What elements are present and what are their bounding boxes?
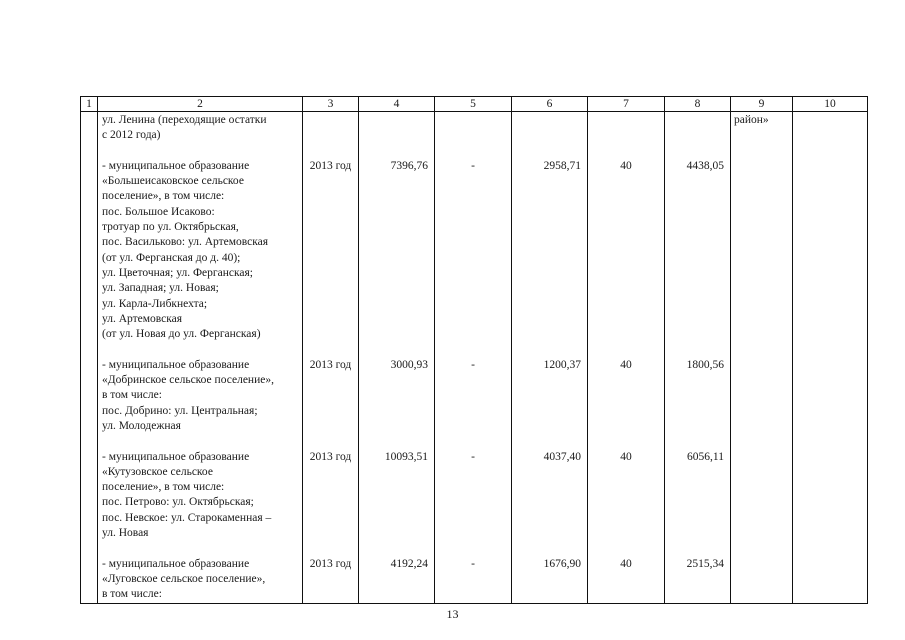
entry-line: «Кутузовское сельское <box>102 465 213 478</box>
entry-line: - муниципальное образование <box>102 159 250 172</box>
entry-line: пос. Невское: ул. Старокаменная – <box>102 511 272 524</box>
spacer <box>668 511 724 526</box>
col-7-cell <box>588 112 665 604</box>
col-5-value: - <box>471 450 475 463</box>
spacer <box>362 480 428 495</box>
entry-line: «Добринское сельское поселение», <box>102 374 274 387</box>
spacer <box>362 434 428 449</box>
spacer <box>438 511 508 526</box>
spacer <box>362 281 428 296</box>
spacer <box>668 220 724 235</box>
spacer <box>438 587 508 602</box>
spacer <box>591 189 661 204</box>
spacer <box>515 189 581 204</box>
spacer <box>306 113 355 128</box>
spacer <box>306 220 355 235</box>
entry-line: - муниципальное образование <box>102 557 250 570</box>
col-7-value: 40 <box>620 358 632 371</box>
total-value: 10093,51 <box>384 450 428 463</box>
year-value: 2013 год <box>309 358 352 371</box>
spacer <box>306 480 355 495</box>
spacer <box>515 480 581 495</box>
spacer <box>515 312 581 327</box>
header-cell: 9 <box>731 97 793 112</box>
spacer <box>306 281 355 296</box>
spacer <box>438 251 508 266</box>
spacer <box>438 327 508 342</box>
entry-line: в том числе: <box>102 389 162 402</box>
col-8-value: 4438,05 <box>686 159 724 172</box>
spacer <box>591 572 661 587</box>
header-cell: 6 <box>512 97 588 112</box>
spacer <box>438 113 508 128</box>
spacer <box>591 373 661 388</box>
header-cell: 3 <box>303 97 359 112</box>
spacer <box>306 128 355 143</box>
spacer <box>362 144 428 159</box>
spacer <box>438 480 508 495</box>
spacer <box>306 327 355 342</box>
spacer <box>591 327 661 342</box>
spacer <box>515 113 581 128</box>
spacer <box>362 220 428 235</box>
spacer <box>362 251 428 266</box>
spacer <box>668 128 724 143</box>
spacer <box>306 388 355 403</box>
spacer <box>591 495 661 510</box>
spacer <box>438 541 508 556</box>
col-8-value: 6056,11 <box>687 450 724 463</box>
spacer <box>515 144 581 159</box>
total-cell <box>359 112 435 604</box>
spacer <box>306 495 355 510</box>
spacer <box>591 266 661 281</box>
spacer <box>515 205 581 220</box>
spacer <box>362 113 428 128</box>
spacer <box>591 465 661 480</box>
spacer <box>362 128 428 143</box>
entry-line: ул. Новая <box>102 527 149 540</box>
spacer <box>306 541 355 556</box>
spacer <box>438 205 508 220</box>
spacer <box>306 526 355 541</box>
spacer <box>515 128 581 143</box>
spacer <box>591 128 661 143</box>
spacer <box>306 511 355 526</box>
spacer <box>362 373 428 388</box>
spacer <box>438 312 508 327</box>
spacer <box>515 373 581 388</box>
spacer <box>438 235 508 250</box>
spacer <box>668 297 724 312</box>
spacer <box>591 511 661 526</box>
year-value: 2013 год <box>309 450 352 463</box>
entry-line: «Луговское сельское поселение», <box>102 572 266 585</box>
entry-line: поселение», в том числе: <box>102 190 225 203</box>
spacer <box>668 235 724 250</box>
page-number: 13 <box>446 607 459 621</box>
spacer <box>306 174 355 189</box>
spacer <box>102 541 299 556</box>
spacer <box>438 189 508 204</box>
spacer <box>591 174 661 189</box>
spacer <box>362 266 428 281</box>
header-row <box>81 97 868 112</box>
spacer <box>438 388 508 403</box>
spacer <box>438 404 508 419</box>
spacer <box>668 419 724 434</box>
col-6-value: 2958,71 <box>543 159 581 172</box>
spacer <box>591 434 661 449</box>
spacer <box>306 312 355 327</box>
col-5-value: - <box>471 358 475 371</box>
spacer <box>668 373 724 388</box>
spacer <box>306 235 355 250</box>
spacer <box>591 312 661 327</box>
col-5-value: - <box>471 159 475 172</box>
entry-line: пос. Добрино: ул. Центральная; <box>102 404 258 417</box>
spacer <box>438 281 508 296</box>
spacer <box>438 266 508 281</box>
year-value: 2013 год <box>309 557 352 570</box>
spacer <box>438 419 508 434</box>
spacer <box>668 174 724 189</box>
entry-line: ул. Западная; ул. Новая; <box>102 282 219 295</box>
spacer <box>362 419 428 434</box>
spacer <box>668 572 724 587</box>
spacer <box>668 526 724 541</box>
spacer <box>362 404 428 419</box>
spacer <box>362 495 428 510</box>
budget-table <box>80 96 868 604</box>
spacer <box>306 205 355 220</box>
spacer <box>668 144 724 159</box>
spacer <box>515 174 581 189</box>
spacer <box>362 511 428 526</box>
spacer <box>438 174 508 189</box>
col-5-value: - <box>471 557 475 570</box>
spacer <box>515 541 581 556</box>
spacer <box>515 465 581 480</box>
spacer <box>515 419 581 434</box>
spacer <box>362 235 428 250</box>
spacer <box>515 388 581 403</box>
spacer <box>668 541 724 556</box>
spacer <box>438 465 508 480</box>
spacer <box>306 572 355 587</box>
spacer <box>362 327 428 342</box>
description-cell <box>98 112 303 604</box>
header-cell: 8 <box>665 97 731 112</box>
col-9-cell <box>731 112 793 604</box>
spacer <box>306 297 355 312</box>
spacer <box>306 404 355 419</box>
spacer <box>438 220 508 235</box>
header-cell: 10 <box>793 97 868 112</box>
intro-line: ул. Ленина (переходящие остатки <box>102 114 267 126</box>
spacer <box>362 174 428 189</box>
spacer <box>362 388 428 403</box>
entry-line: тротуар по ул. Октябрьская, <box>102 221 239 234</box>
spacer <box>591 297 661 312</box>
spacer <box>515 511 581 526</box>
spacer <box>438 526 508 541</box>
total-value: 3000,93 <box>390 358 428 371</box>
spacer <box>438 373 508 388</box>
col-6-cell <box>512 112 588 604</box>
spacer <box>668 480 724 495</box>
spacer <box>591 419 661 434</box>
col-6-value: 4037,40 <box>543 450 581 463</box>
header-cell: 5 <box>435 97 512 112</box>
spacer <box>668 587 724 602</box>
entry-line: ул. Артемовская <box>102 312 183 325</box>
spacer <box>515 220 581 235</box>
entry-line: в том числе: <box>102 588 162 601</box>
spacer <box>306 144 355 159</box>
spacer <box>668 342 724 357</box>
spacer <box>362 205 428 220</box>
spacer <box>362 342 428 357</box>
spacer <box>591 113 661 128</box>
entry-line: ул. Цветочная; ул. Ферганская; <box>102 266 253 279</box>
spacer <box>591 587 661 602</box>
spacer <box>668 281 724 296</box>
spacer <box>668 388 724 403</box>
year-cell <box>303 112 359 604</box>
spacer <box>668 113 724 128</box>
spacer <box>306 587 355 602</box>
spacer <box>515 327 581 342</box>
col-8-value: 1800,56 <box>686 358 724 371</box>
spacer <box>438 495 508 510</box>
spacer <box>515 434 581 449</box>
spacer <box>438 297 508 312</box>
spacer <box>438 128 508 143</box>
spacer <box>515 572 581 587</box>
spacer <box>591 205 661 220</box>
entry-line: ул. Молодежная <box>102 419 181 432</box>
spacer <box>591 404 661 419</box>
spacer <box>306 373 355 388</box>
spacer <box>668 327 724 342</box>
spacer <box>591 388 661 403</box>
spacer <box>591 281 661 296</box>
spacer <box>668 404 724 419</box>
col-6-value: 1676,90 <box>543 557 581 570</box>
spacer <box>591 220 661 235</box>
col-5-cell <box>435 112 512 604</box>
spacer <box>102 144 299 159</box>
intro-line: с 2012 года) <box>102 129 161 142</box>
col-9-text: район» <box>734 114 769 126</box>
col-8-value: 2515,34 <box>686 557 724 570</box>
spacer <box>515 251 581 266</box>
spacer <box>668 495 724 510</box>
spacer <box>515 342 581 357</box>
spacer <box>102 342 299 357</box>
entry-line: ул. Карла-Либкнехта; <box>102 297 208 310</box>
entry-line: - муниципальное образование <box>102 450 250 463</box>
spacer <box>362 297 428 312</box>
spacer <box>515 495 581 510</box>
spacer <box>438 572 508 587</box>
spacer <box>591 480 661 495</box>
col-1-cell <box>81 112 98 604</box>
spacer <box>591 342 661 357</box>
spacer <box>438 144 508 159</box>
spacer <box>306 465 355 480</box>
spacer <box>362 189 428 204</box>
col-7-value: 40 <box>620 557 632 570</box>
entry-line: - муниципальное образование <box>102 358 250 371</box>
spacer <box>362 465 428 480</box>
spacer <box>668 189 724 204</box>
entry-line: пос. Васильково: ул. Артемовская <box>102 236 269 249</box>
spacer <box>668 266 724 281</box>
spacer <box>515 297 581 312</box>
entry-line: (от ул. Ферганская до д. 40); <box>102 251 241 264</box>
entry-line: пос. Большое Исаково: <box>102 205 215 218</box>
total-value: 4192,24 <box>390 557 428 570</box>
spacer <box>668 434 724 449</box>
col-7-value: 40 <box>620 450 632 463</box>
header-cell: 4 <box>359 97 435 112</box>
header-cell: 2 <box>98 97 303 112</box>
spacer <box>306 419 355 434</box>
year-value: 2013 год <box>309 159 352 172</box>
table-body-row <box>81 112 868 604</box>
entry-line: (от ул. Новая до ул. Ферганская) <box>102 328 261 341</box>
total-value: 7396,76 <box>390 159 428 172</box>
spacer <box>668 205 724 220</box>
col-7-value: 40 <box>620 159 632 172</box>
spacer <box>515 587 581 602</box>
header-cell: 7 <box>588 97 665 112</box>
spacer <box>362 572 428 587</box>
spacer <box>362 312 428 327</box>
spacer <box>306 434 355 449</box>
spacer <box>306 189 355 204</box>
spacer <box>515 281 581 296</box>
spacer <box>668 251 724 266</box>
col-10-cell <box>793 112 868 604</box>
spacer <box>102 434 299 449</box>
spacer <box>515 235 581 250</box>
spacer <box>515 404 581 419</box>
header-cell: 1 <box>81 97 98 112</box>
spacer <box>306 251 355 266</box>
spacer <box>591 235 661 250</box>
spacer <box>591 526 661 541</box>
spacer <box>362 587 428 602</box>
spacer <box>591 541 661 556</box>
entry-line: «Большеисаковское сельское <box>102 175 244 188</box>
spacer <box>515 526 581 541</box>
spacer <box>438 434 508 449</box>
spacer <box>668 312 724 327</box>
spacer <box>362 526 428 541</box>
spacer <box>515 266 581 281</box>
spacer <box>306 342 355 357</box>
spacer <box>306 266 355 281</box>
spacer <box>668 465 724 480</box>
entry-line: пос. Петрово: ул. Октябрьская; <box>102 496 254 509</box>
spacer <box>591 251 661 266</box>
entry-line: поселение», в том числе: <box>102 481 225 494</box>
spacer <box>438 342 508 357</box>
spacer <box>362 541 428 556</box>
col-8-cell <box>665 112 731 604</box>
col-6-value: 1200,37 <box>543 358 581 371</box>
spacer <box>591 144 661 159</box>
